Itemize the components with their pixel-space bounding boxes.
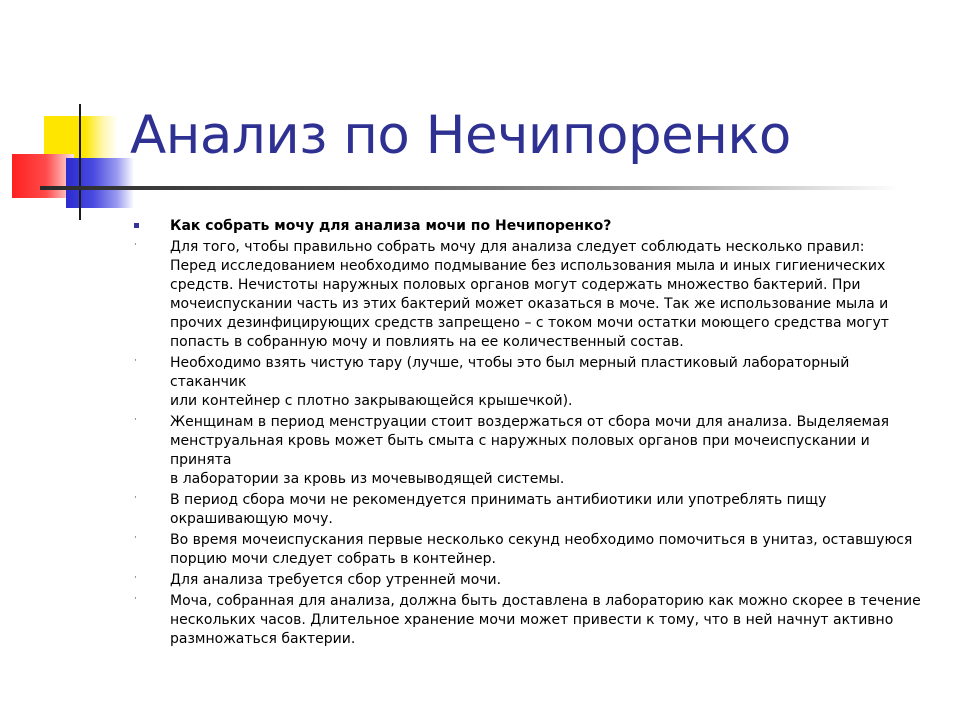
dot-bullet-icon: · — [134, 493, 137, 503]
list-item — [130, 354, 930, 411]
text-line: Для анализа требуется сбор утренней мочи. — [170, 572, 502, 588]
dot-bullet-icon: · — [134, 240, 137, 250]
list-item — [130, 217, 930, 236]
list-item-text — [170, 571, 930, 590]
text-line: Моча, собранная для анализа, должна быть доставлена в лабораторию как можно скорее в течение — [170, 593, 921, 609]
dot-bullet-icon: · — [134, 594, 137, 604]
text-line: менструальная кровь может быть смыта с наружных половых органов при мочеиспускании и принята — [170, 433, 870, 468]
bullet-list — [130, 217, 930, 651]
text-line: Женщинам в период менструации стоит воздержаться от сбора мочи для анализа. Выделяемая — [170, 414, 890, 430]
blue-square-decoration — [66, 158, 134, 208]
vertical-rule — [79, 104, 81, 220]
text-line: Во время мочеиспускания первые несколько секунд необходимо помочиться в унитаз, оставшуюся — [170, 532, 913, 548]
text-line: размножаться бактерии. — [170, 631, 356, 647]
square-bullet-icon — [134, 223, 139, 228]
text-line: мочеиспускании часть из этих бактерий может оказаться в моче. Так же использование мыла и — [170, 296, 889, 312]
text-line: или контейнер с плотно закрывающейся крышечкой). — [170, 393, 573, 409]
dot-bullet-icon: · — [134, 573, 137, 583]
text-line: в лаборатории за кровь из мочевыводящей системы. — [170, 471, 565, 487]
red-square-decoration — [12, 154, 74, 198]
title-underline — [40, 186, 900, 190]
list-item-text — [170, 238, 930, 352]
list-item-text — [170, 354, 930, 411]
list-item-text — [170, 531, 930, 569]
list-item-text — [170, 217, 930, 236]
dot-bullet-icon: · — [134, 356, 137, 366]
text-line: Необходимо взять чистую тару (лучше, чтобы это был мерный пластиковый лабораторный стаканчик — [170, 355, 850, 390]
text-line: средств. Нечистоты наружных половых органов могут содержать множество бактерий. При — [170, 277, 861, 293]
list-item — [130, 571, 930, 590]
text-line: нескольких часов. Длительное хранение мочи может привести к тому, что в ней начнут активно — [170, 612, 894, 628]
text-line: В период сбора мочи не рекомендуется принимать антибиотики или употреблять пищу — [170, 492, 827, 508]
dot-bullet-icon: · — [134, 415, 137, 425]
list-item — [130, 531, 930, 569]
list-item — [130, 592, 930, 649]
list-item — [130, 238, 930, 352]
list-item — [130, 491, 930, 529]
dot-bullet-icon: · — [134, 533, 137, 543]
list-item-text — [170, 592, 930, 649]
text-line: Перед исследованием необходимо подмывание без использования мыла и иных гигиенических — [170, 258, 886, 274]
text-line: порцию мочи следует собрать в контейнер. — [170, 551, 496, 567]
text-line: прочих дезинфицирующих средств запрещено – с током мочи остатки моющего средства могут — [170, 315, 889, 331]
text-line: Как собрать мочу для анализа мочи по Нечипоренко? — [170, 218, 612, 234]
list-item-text — [170, 413, 930, 489]
list-item — [130, 413, 930, 489]
list-item-text — [170, 491, 930, 529]
text-line: попасть в собранную мочу и повлиять на ее количественный состав. — [170, 334, 684, 350]
text-line: окрашивающую мочу. — [170, 511, 333, 527]
text-line: Для того, чтобы правильно собрать мочу для анализа следует соблюдать несколько правил: — [170, 239, 865, 255]
slide-title: Анализ по Нечипоренко — [130, 105, 791, 166]
